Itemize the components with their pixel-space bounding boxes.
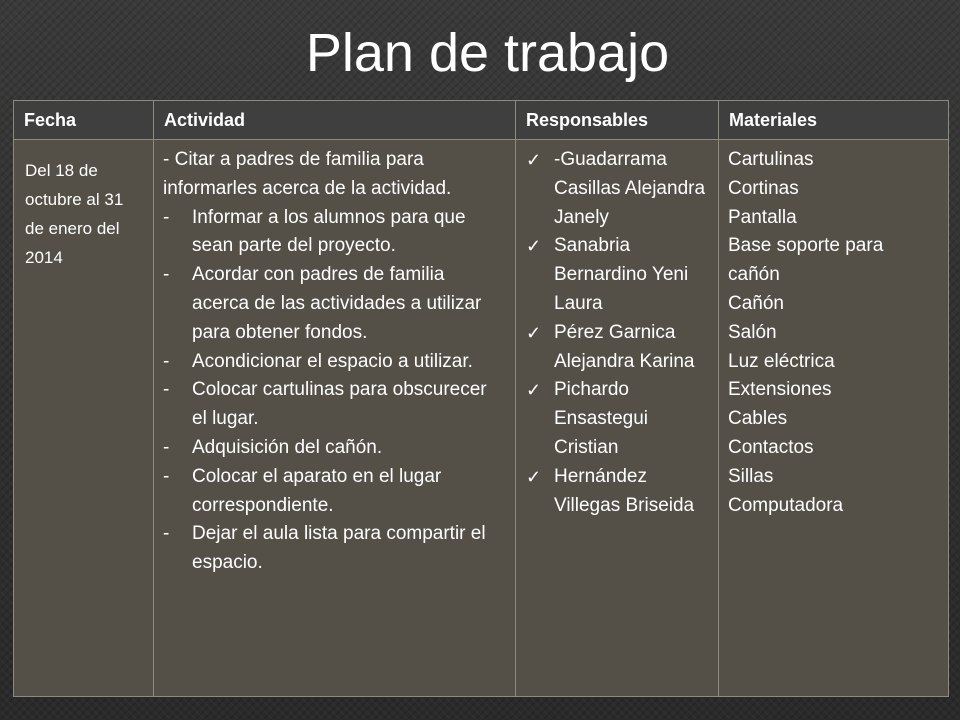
responsable-name: Hernández Villegas Briseida: [554, 465, 695, 516]
actividad-item: [163, 204, 506, 262]
table-header-row: [14, 101, 949, 140]
checkmark-icon: ✓: [526, 322, 542, 343]
dash-bullet: -: [163, 206, 170, 228]
table-row: [14, 140, 949, 697]
fecha-text: Del 18 de octubre al 31 de enero del 2014: [25, 161, 124, 267]
material-item: Cañón: [728, 292, 784, 314]
header-actividad: Actividad: [154, 101, 516, 140]
actividad-item: [163, 348, 506, 377]
material-item: Cortinas: [728, 177, 799, 199]
responsable-name: Pérez Garnica Alejandra Karina: [554, 321, 695, 372]
actividad-item: [163, 261, 506, 347]
checkmark-icon: ✓: [526, 466, 542, 487]
material-item: Contactos: [728, 436, 814, 458]
actividad-item-text: Acordar con padres de familia acerca de las actividades a utilizar para obtener fondos.: [192, 264, 482, 343]
responsable-item: [525, 463, 709, 521]
actividad-item: [163, 520, 506, 578]
actividad-item-text: Adquisición del cañón.: [192, 436, 383, 458]
actividad-item-text: Colocar el aparato en el lugar correspondiente.: [192, 465, 442, 516]
responsable-name: Pichardo Ensastegui Cristian: [554, 379, 649, 458]
actividad-item: [163, 434, 506, 463]
actividad-item: [163, 463, 506, 521]
material-item: Computadora: [728, 494, 844, 516]
dash-bullet: -: [163, 523, 170, 545]
header-responsables: Responsables: [516, 101, 719, 140]
header-fecha: Fecha: [14, 101, 154, 140]
materiales-cell: [719, 140, 949, 697]
checkmark-icon: ✓: [526, 150, 542, 170]
header-materiales: Materiales: [719, 101, 949, 140]
material-item: Cables: [728, 408, 788, 430]
dash-bullet: -: [163, 465, 170, 487]
dash-bullet: -: [163, 436, 170, 458]
fecha-cell: [14, 140, 154, 697]
material-item: Sillas: [728, 465, 774, 487]
actividad-list: [163, 204, 506, 578]
responsable-item: [525, 232, 709, 318]
actividad-item-text: Acondicionar el espacio a utilizar.: [192, 350, 473, 372]
actividad-item: [163, 376, 506, 434]
material-item: Cartulinas: [728, 149, 814, 170]
dash-bullet: -: [163, 379, 170, 401]
responsable-name: -Guadarrama Casillas Alejandra Janely: [554, 149, 706, 228]
material-item: Salón: [728, 321, 777, 343]
dash-bullet: -: [163, 350, 170, 372]
actividad-cell: [154, 140, 516, 697]
responsable-item: [525, 146, 709, 232]
actividad-intro: - Citar a padres de familia para informarles acerca de la actividad.: [163, 149, 452, 199]
actividad-item-text: Informar a los alumnos para que sean parte del proyecto.: [192, 206, 466, 257]
dash-bullet: -: [163, 264, 170, 286]
responsable-item: [525, 376, 709, 462]
checkmark-icon: ✓: [526, 236, 542, 257]
work-plan-table: [13, 100, 949, 697]
materiales-list: [728, 146, 939, 520]
material-item: Base soporte para cañón: [728, 235, 884, 286]
slide-title: Plan de trabajo: [305, 23, 670, 83]
material-item: Pantalla: [728, 206, 797, 228]
actividad-item-text: Dejar el aula lista para compartir el espacio.: [192, 523, 486, 574]
responsable-name: Sanabria Bernardino Yeni Laura: [554, 235, 689, 314]
responsable-item: [525, 319, 709, 377]
checkmark-icon: ✓: [526, 380, 542, 401]
responsables-list: [525, 146, 709, 520]
material-item: Luz eléctrica: [728, 350, 835, 372]
actividad-item-text: Colocar cartulinas para obscurecer el lugar.: [192, 379, 487, 430]
responsables-cell: [516, 140, 719, 697]
material-item: Extensiones: [728, 379, 832, 401]
